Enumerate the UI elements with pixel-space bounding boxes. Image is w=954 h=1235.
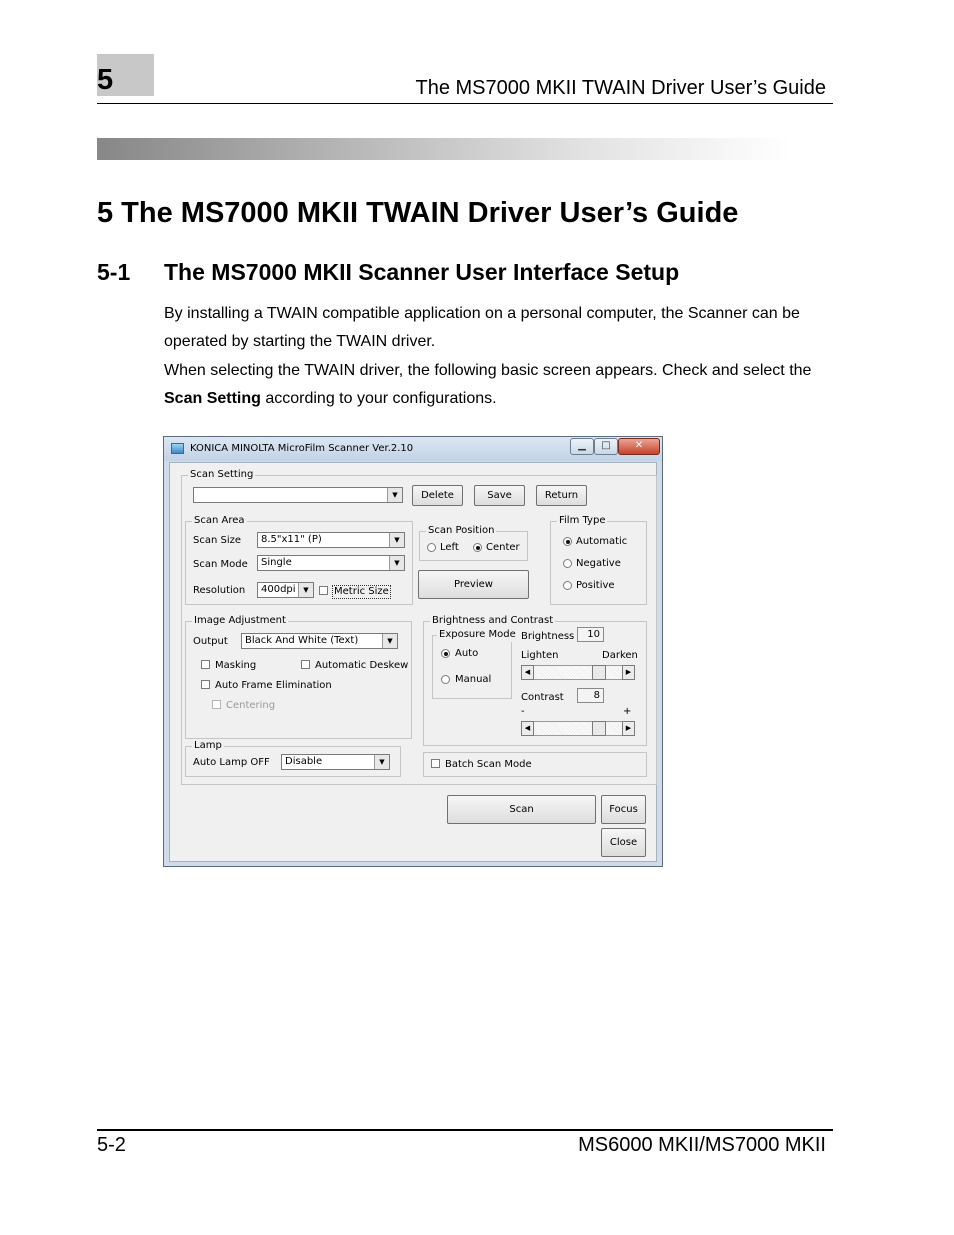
footer-rule — [97, 1129, 833, 1131]
save-button[interactable]: Save — [474, 485, 525, 506]
scan-size-label: Scan Size — [193, 535, 242, 546]
chevron-down-icon: ▼ — [389, 556, 404, 570]
auto-lamp-off-combo[interactable] — [281, 754, 390, 770]
auto-deskew-label: Automatic Deskew — [315, 660, 409, 671]
gradient-bar — [97, 138, 791, 160]
film-positive-label: Positive — [576, 580, 615, 591]
centering-checkbox — [212, 700, 221, 709]
film-type-label: Film Type — [559, 515, 606, 526]
chevron-down-icon: ▼ — [374, 755, 389, 769]
centering-label: Centering — [226, 700, 276, 711]
plus-label: + — [623, 706, 632, 717]
image-adjustment-label: Image Adjustment — [194, 615, 286, 626]
metric-size-label: Metric Size — [334, 586, 389, 597]
delete-button[interactable]: Delete — [412, 485, 463, 506]
position-center-radio[interactable] — [473, 543, 482, 552]
paragraph-text-end: according to your configurations. — [260, 390, 497, 407]
exposure-mode-label: Exposure Mode — [439, 629, 516, 640]
lighten-label: Lighten — [521, 650, 559, 661]
brightness-value-field: 10 — [577, 627, 604, 642]
contrast-decrease-button[interactable]: ◀ — [521, 721, 534, 736]
monitor-icon — [171, 443, 184, 454]
output-value: Black And White (Text) — [245, 635, 359, 646]
position-center-label: Center — [486, 542, 520, 553]
auto-lamp-off-value: Disable — [285, 756, 323, 767]
chevron-down-icon: ▼ — [298, 583, 313, 597]
scan-setting-emphasis: Scan Setting — [164, 390, 261, 407]
film-positive-radio[interactable] — [563, 581, 572, 590]
dialog-client-area — [169, 462, 657, 862]
close-window-button[interactable]: ✕ — [618, 438, 660, 455]
output-combo[interactable] — [241, 633, 398, 649]
film-negative-radio[interactable] — [563, 559, 572, 568]
contrast-slider-thumb[interactable] — [592, 721, 606, 736]
return-button[interactable]: Return — [536, 485, 587, 506]
position-left-label: Left — [440, 542, 459, 553]
chapter-number: 5 — [97, 64, 114, 96]
scanner-dialog — [163, 436, 663, 867]
resolution-combo[interactable] — [257, 582, 314, 598]
output-label: Output — [193, 636, 228, 647]
brightness-slider-thumb[interactable] — [592, 665, 606, 680]
contrast-label: Contrast — [521, 692, 564, 703]
chevron-down-icon: ▼ — [389, 533, 404, 547]
exposure-mode-group — [432, 629, 516, 699]
brightness-label: Brightness — [521, 631, 575, 642]
scan-mode-combo[interactable] — [257, 555, 405, 571]
minimize-button[interactable]: ▁ — [570, 438, 594, 455]
scan-mode-label: Scan Mode — [193, 559, 248, 570]
section-number: 5-1 — [97, 259, 131, 285]
section-title: The MS7000 MKII Scanner User Interface Setup — [164, 259, 680, 285]
minus-label: - — [521, 706, 525, 717]
brightness-slider-track[interactable] — [521, 665, 635, 680]
film-automatic-radio[interactable] — [563, 537, 572, 546]
scan-size-value: 8.5"x11" (P) — [261, 534, 322, 545]
contrast-increase-button[interactable]: ▶ — [622, 721, 635, 736]
footer-model: MS6000 MKII/MS7000 MKII — [578, 1134, 826, 1156]
scan-area-label: Scan Area — [194, 515, 245, 526]
position-left-radio[interactable] — [427, 543, 436, 552]
contrast-value-field: 8 — [577, 688, 604, 703]
maximize-button[interactable]: □ — [594, 438, 618, 455]
brightness-increase-button[interactable]: ▶ — [622, 665, 635, 680]
scan-size-combo[interactable] — [257, 532, 405, 548]
brightness-decrease-button[interactable]: ◀ — [521, 665, 534, 680]
scan-setting-combo[interactable] — [193, 487, 403, 503]
metric-size-checkbox[interactable] — [319, 586, 328, 595]
intro-paragraph: By installing a TWAIN compatible application on a personal computer, the Scanner can be operated by starting the TWAIN driver. — [164, 305, 800, 350]
scan-mode-value: Single — [261, 557, 292, 568]
auto-lamp-off-label: Auto Lamp OFF — [193, 757, 270, 768]
lamp-label: Lamp — [194, 740, 222, 751]
resolution-label: Resolution — [193, 585, 246, 596]
section-heading — [97, 258, 679, 286]
exposure-manual-label: Manual — [455, 674, 492, 685]
dialog-title: KONICA MINOLTA MicroFilm Scanner Ver.2.10 — [190, 443, 414, 454]
masking-label: Masking — [215, 660, 257, 671]
contrast-slider-track[interactable] — [521, 721, 635, 736]
close-button[interactable]: Close — [601, 828, 646, 857]
header-rule — [97, 103, 833, 104]
chevron-down-icon: ▼ — [382, 634, 397, 648]
batch-scan-checkbox[interactable] — [431, 759, 440, 768]
scan-setting-label: Scan Setting — [190, 469, 254, 480]
film-automatic-label: Automatic — [576, 536, 628, 547]
exposure-auto-radio[interactable] — [441, 649, 450, 658]
film-negative-label: Negative — [576, 558, 621, 569]
auto-deskew-checkbox[interactable] — [301, 660, 310, 669]
focus-button[interactable]: Focus — [601, 795, 646, 824]
running-title: The MS7000 MKII TWAIN Driver User’s Guide — [415, 77, 826, 99]
resolution-value: 400dpi — [261, 584, 296, 595]
dialog-titlebar — [164, 437, 662, 461]
masking-checkbox[interactable] — [201, 660, 210, 669]
chapter-heading: 5 The MS7000 MKII TWAIN Driver User’s Guide — [97, 197, 739, 229]
batch-scan-label: Batch Scan Mode — [445, 759, 532, 770]
auto-frame-label: Auto Frame Elimination — [215, 680, 332, 691]
auto-frame-checkbox[interactable] — [201, 680, 210, 689]
scan-button[interactable]: Scan — [447, 795, 596, 824]
chevron-down-icon: ▼ — [387, 488, 402, 502]
preview-button[interactable]: Preview — [418, 570, 529, 599]
page-number: 5-2 — [97, 1134, 126, 1156]
exposure-manual-radio[interactable] — [441, 675, 450, 684]
exposure-auto-label: Auto — [455, 648, 479, 659]
darken-label: Darken — [602, 650, 638, 661]
scan-position-label: Scan Position — [428, 525, 495, 536]
brightness-contrast-label: Brightness and Contrast — [432, 615, 554, 626]
selection-paragraph — [164, 357, 834, 413]
paragraph-text: When selecting the TWAIN driver, the following basic screen appears. Check and select the — [164, 362, 812, 379]
